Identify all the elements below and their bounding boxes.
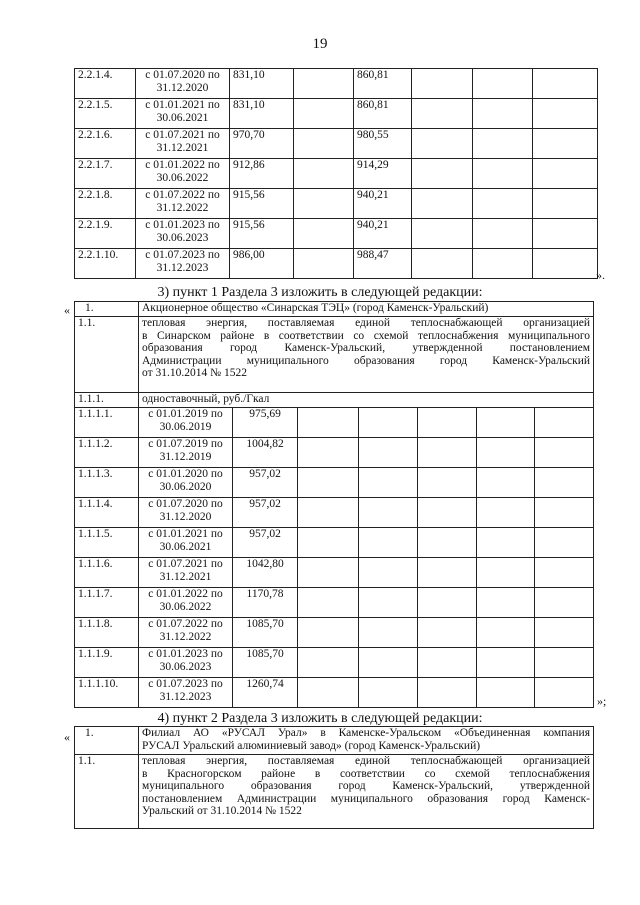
service-description bbox=[139, 317, 594, 393]
period-end: 31.12.2021 bbox=[156, 141, 209, 154]
period-start: с 01.01.2022 по bbox=[145, 159, 220, 171]
table-row bbox=[75, 648, 594, 678]
table-row bbox=[75, 558, 594, 588]
empty-cell bbox=[533, 69, 598, 99]
service-line: муниципального образования город Каменск-Уральский, утвержденной bbox=[142, 780, 590, 792]
row-code: 1.1.1.4. bbox=[75, 498, 139, 528]
empty-cell bbox=[535, 678, 594, 708]
empty-cell bbox=[294, 99, 354, 129]
row-value: 980,55 bbox=[354, 129, 412, 159]
empty-cell bbox=[412, 99, 473, 129]
empty-cell bbox=[359, 558, 418, 588]
empty-cell bbox=[294, 69, 354, 99]
empty-cell bbox=[533, 249, 598, 279]
row-code: 1.1.1.6. bbox=[75, 558, 139, 588]
empty-cell bbox=[477, 678, 535, 708]
empty-cell bbox=[535, 588, 594, 618]
org-name bbox=[139, 727, 594, 755]
table-row bbox=[75, 468, 594, 498]
row-value: 831,10 bbox=[230, 99, 294, 129]
empty-cell bbox=[473, 219, 533, 249]
empty-cell bbox=[412, 249, 473, 279]
period-end: 30.06.2022 bbox=[156, 171, 209, 184]
table-row bbox=[75, 438, 594, 468]
period-start: с 01.07.2023 по bbox=[148, 678, 223, 690]
row-value: 1260,74 bbox=[233, 678, 298, 708]
table-row bbox=[75, 219, 598, 249]
row-code: 2.2.1.4. bbox=[75, 69, 136, 99]
empty-cell bbox=[359, 588, 418, 618]
period-start: с 01.01.2021 по bbox=[148, 528, 223, 540]
row-period bbox=[139, 528, 233, 558]
empty-cell bbox=[412, 69, 473, 99]
empty-cell bbox=[477, 648, 535, 678]
row-value: 957,02 bbox=[233, 468, 298, 498]
empty-cell bbox=[473, 189, 533, 219]
empty-cell bbox=[359, 438, 418, 468]
empty-cell bbox=[359, 468, 418, 498]
empty-cell bbox=[535, 468, 594, 498]
empty-cell bbox=[359, 528, 418, 558]
period-start: с 01.01.2023 по bbox=[148, 648, 223, 660]
empty-cell bbox=[477, 618, 535, 648]
row-period bbox=[136, 129, 230, 159]
period-start: с 01.07.2020 по bbox=[148, 498, 223, 510]
org-code: 1. bbox=[75, 302, 139, 317]
table-row bbox=[75, 69, 598, 99]
row-value: 940,21 bbox=[354, 219, 412, 249]
service-line: постановлением Администрации муниципального образования город Каменск- bbox=[142, 792, 590, 805]
row-value: 975,69 bbox=[233, 408, 298, 438]
empty-cell bbox=[412, 129, 473, 159]
table-row bbox=[75, 498, 594, 528]
row-value: 940,21 bbox=[354, 189, 412, 219]
period-end: 30.06.2020 bbox=[159, 480, 212, 493]
tariff-table-continued bbox=[74, 68, 598, 279]
service-line: от 31.10.2014 № 1522 bbox=[142, 367, 247, 379]
empty-cell bbox=[412, 219, 473, 249]
empty-cell bbox=[533, 189, 598, 219]
empty-cell bbox=[477, 588, 535, 618]
table-row bbox=[75, 189, 598, 219]
empty-cell bbox=[533, 129, 598, 159]
rusal-table bbox=[74, 726, 594, 829]
empty-cell bbox=[298, 558, 359, 588]
empty-cell bbox=[473, 129, 533, 159]
row-value: 831,10 bbox=[230, 69, 294, 99]
row-value: 986,00 bbox=[230, 249, 294, 279]
row-value: 1085,70 bbox=[233, 618, 298, 648]
org-name-line: РУСАЛ Уральский алюминиевый завод» (город Каменск-Уральский) bbox=[142, 739, 481, 752]
period-end: 31.12.2019 bbox=[159, 450, 212, 463]
row-value: 912,86 bbox=[230, 159, 294, 189]
opening-quote: « bbox=[64, 303, 70, 317]
tariff-type-row bbox=[75, 393, 594, 408]
empty-cell bbox=[298, 678, 359, 708]
empty-cell bbox=[294, 189, 354, 219]
row-value: 957,02 bbox=[233, 528, 298, 558]
row-code: 1.1.1.7. bbox=[75, 588, 139, 618]
empty-cell bbox=[473, 69, 533, 99]
empty-cell bbox=[298, 648, 359, 678]
empty-cell bbox=[473, 99, 533, 129]
opening-quote: « bbox=[64, 730, 70, 744]
service-line: Администрации муниципального образования город Каменск-Уральский bbox=[142, 354, 591, 367]
table-row bbox=[75, 249, 598, 279]
empty-cell bbox=[298, 618, 359, 648]
period-end: 31.12.2020 bbox=[156, 81, 209, 94]
row-period bbox=[139, 468, 233, 498]
row-period bbox=[136, 219, 230, 249]
empty-cell bbox=[477, 558, 535, 588]
tariff-label: одноставочный, руб./Гкал bbox=[139, 393, 594, 408]
row-code: 1.1.1.3. bbox=[75, 468, 139, 498]
period-start: с 01.07.2019 по bbox=[148, 438, 223, 450]
period-end: 31.12.2021 bbox=[159, 570, 212, 583]
period-end: 31.12.2020 bbox=[159, 510, 212, 523]
row-code: 1.1.1.2. bbox=[75, 438, 139, 468]
empty-cell bbox=[298, 468, 359, 498]
period-end: 30.06.2019 bbox=[159, 420, 212, 433]
empty-cell bbox=[294, 129, 354, 159]
service-code: 1.1. bbox=[75, 755, 139, 829]
row-period bbox=[139, 408, 233, 438]
empty-cell bbox=[359, 408, 418, 438]
period-end: 30.06.2021 bbox=[156, 111, 209, 124]
row-code: 2.2.1.5. bbox=[75, 99, 136, 129]
row-period bbox=[139, 678, 233, 708]
row-period bbox=[136, 99, 230, 129]
empty-cell bbox=[412, 159, 473, 189]
org-row bbox=[75, 727, 594, 755]
row-period bbox=[139, 498, 233, 528]
empty-cell bbox=[477, 438, 535, 468]
row-code: 2.2.1.8. bbox=[75, 189, 136, 219]
empty-cell bbox=[477, 498, 535, 528]
service-line: в Синарском районе в соответствии со схемой теплоснабжения муниципального bbox=[142, 329, 591, 342]
period-start: с 01.07.2021 по bbox=[145, 129, 220, 141]
empty-cell bbox=[418, 678, 477, 708]
empty-cell bbox=[533, 219, 598, 249]
row-code: 1.1.1.9. bbox=[75, 648, 139, 678]
empty-cell bbox=[535, 558, 594, 588]
empty-cell bbox=[298, 498, 359, 528]
empty-cell bbox=[298, 588, 359, 618]
service-line: тепловая энергия, поставляемая единой теплоснабжающей организацией bbox=[142, 755, 590, 767]
period-end: 30.06.2022 bbox=[159, 600, 212, 613]
row-value: 1042,80 bbox=[233, 558, 298, 588]
period-start: с 01.01.2023 по bbox=[145, 219, 220, 231]
empty-cell bbox=[533, 99, 598, 129]
row-period bbox=[136, 159, 230, 189]
empty-cell bbox=[535, 618, 594, 648]
row-value: 1085,70 bbox=[233, 648, 298, 678]
row-code: 2.2.1.9. bbox=[75, 219, 136, 249]
service-row bbox=[75, 755, 594, 829]
empty-cell bbox=[535, 438, 594, 468]
table-row bbox=[75, 99, 598, 129]
service-line: Уральский от 31.10.2014 № 1522 bbox=[142, 805, 302, 817]
period-start: с 01.07.2021 по bbox=[148, 558, 223, 570]
period-start: с 01.01.2019 по bbox=[148, 408, 223, 420]
empty-cell bbox=[473, 159, 533, 189]
row-value: 957,02 bbox=[233, 498, 298, 528]
period-start: с 01.07.2022 по bbox=[145, 189, 220, 201]
period-start: с 01.07.2023 по bbox=[145, 249, 220, 261]
empty-cell bbox=[298, 528, 359, 558]
period-start: с 01.07.2022 по bbox=[148, 618, 223, 630]
section-heading-4: 4) пункт 2 Раздела 3 изложить в следующей редакции: bbox=[157, 711, 483, 726]
org-name-line: Филиал АО «РУСАЛ Урал» в Каменске-Уральском «Объединенная компания bbox=[142, 727, 590, 739]
table-row bbox=[75, 408, 594, 438]
empty-cell bbox=[477, 528, 535, 558]
closing-quote: ». bbox=[596, 268, 605, 282]
period-start: с 01.01.2022 по bbox=[148, 588, 223, 600]
period-start: с 01.01.2020 по bbox=[148, 468, 223, 480]
empty-cell bbox=[473, 249, 533, 279]
empty-cell bbox=[418, 408, 477, 438]
table-row bbox=[75, 159, 598, 189]
row-code: 1.1.1.1. bbox=[75, 408, 139, 438]
tariff-code: 1.1.1. bbox=[75, 393, 139, 408]
row-value: 1004,82 bbox=[233, 438, 298, 468]
table-row bbox=[75, 528, 594, 558]
service-line: в Красногорском районе в соответствии со схемой теплоснабжения bbox=[142, 767, 590, 780]
row-period bbox=[136, 249, 230, 279]
empty-cell bbox=[418, 618, 477, 648]
row-code: 1.1.1.10. bbox=[75, 678, 139, 708]
org-name: Акционерное общество «Синарская ТЭЦ» (город Каменск-Уральский) bbox=[139, 302, 594, 317]
empty-cell bbox=[294, 159, 354, 189]
empty-cell bbox=[418, 528, 477, 558]
sinarskaya-tec-table bbox=[74, 301, 594, 708]
empty-cell bbox=[533, 159, 598, 189]
period-end: 30.06.2023 bbox=[156, 231, 209, 244]
page-number: 19 bbox=[312, 36, 328, 52]
org-code: 1. bbox=[75, 727, 139, 755]
table-row bbox=[75, 588, 594, 618]
row-code: 2.2.1.6. bbox=[75, 129, 136, 159]
row-value: 915,56 bbox=[230, 189, 294, 219]
empty-cell bbox=[535, 408, 594, 438]
row-code: 1.1.1.5. bbox=[75, 528, 139, 558]
empty-cell bbox=[298, 408, 359, 438]
row-code: 2.2.1.10. bbox=[75, 249, 136, 279]
row-period bbox=[139, 618, 233, 648]
closing-quote: »; bbox=[597, 694, 607, 708]
empty-cell bbox=[294, 249, 354, 279]
empty-cell bbox=[418, 588, 477, 618]
row-value: 915,56 bbox=[230, 219, 294, 249]
empty-cell bbox=[298, 438, 359, 468]
row-period bbox=[139, 558, 233, 588]
empty-cell bbox=[535, 498, 594, 528]
empty-cell bbox=[535, 648, 594, 678]
row-value: 914,29 bbox=[354, 159, 412, 189]
row-period bbox=[136, 189, 230, 219]
row-value: 970,70 bbox=[230, 129, 294, 159]
empty-cell bbox=[477, 408, 535, 438]
empty-cell bbox=[418, 648, 477, 678]
empty-cell bbox=[294, 219, 354, 249]
org-row bbox=[75, 302, 594, 317]
period-end: 30.06.2023 bbox=[159, 660, 212, 673]
row-code: 2.2.1.7. bbox=[75, 159, 136, 189]
period-start: с 01.07.2020 по bbox=[145, 69, 220, 81]
empty-cell bbox=[359, 678, 418, 708]
row-period bbox=[139, 648, 233, 678]
empty-cell bbox=[418, 558, 477, 588]
row-code: 1.1.1.8. bbox=[75, 618, 139, 648]
empty-cell bbox=[359, 618, 418, 648]
row-value: 860,81 bbox=[354, 69, 412, 99]
table-row bbox=[75, 129, 598, 159]
period-end: 31.12.2023 bbox=[156, 261, 209, 274]
row-value: 1170,78 bbox=[233, 588, 298, 618]
period-end: 31.12.2022 bbox=[159, 630, 212, 643]
service-code: 1.1. bbox=[75, 317, 139, 393]
empty-cell bbox=[359, 648, 418, 678]
period-end: 30.06.2021 bbox=[159, 540, 212, 553]
table-row bbox=[75, 678, 594, 708]
empty-cell bbox=[418, 468, 477, 498]
empty-cell bbox=[418, 498, 477, 528]
empty-cell bbox=[535, 528, 594, 558]
period-start: с 01.01.2021 по bbox=[145, 99, 220, 111]
period-end: 31.12.2022 bbox=[156, 201, 209, 214]
empty-cell bbox=[477, 468, 535, 498]
row-value: 860,81 bbox=[354, 99, 412, 129]
section-heading-3: 3) пункт 1 Раздела 3 изложить в следующей редакции: bbox=[157, 285, 483, 300]
service-line: образования город Каменск-Уральский, утвержденной постановлением bbox=[142, 342, 591, 354]
row-value: 988,47 bbox=[354, 249, 412, 279]
service-line: тепловая энергия, поставляемая единой теплоснабжающей организацией bbox=[142, 317, 591, 329]
row-period bbox=[136, 69, 230, 99]
row-period bbox=[139, 438, 233, 468]
service-row bbox=[75, 317, 594, 393]
service-description bbox=[139, 755, 594, 829]
empty-cell bbox=[359, 498, 418, 528]
period-end: 31.12.2023 bbox=[159, 690, 212, 703]
empty-cell bbox=[418, 438, 477, 468]
table-row bbox=[75, 618, 594, 648]
empty-cell bbox=[412, 189, 473, 219]
row-period bbox=[139, 588, 233, 618]
